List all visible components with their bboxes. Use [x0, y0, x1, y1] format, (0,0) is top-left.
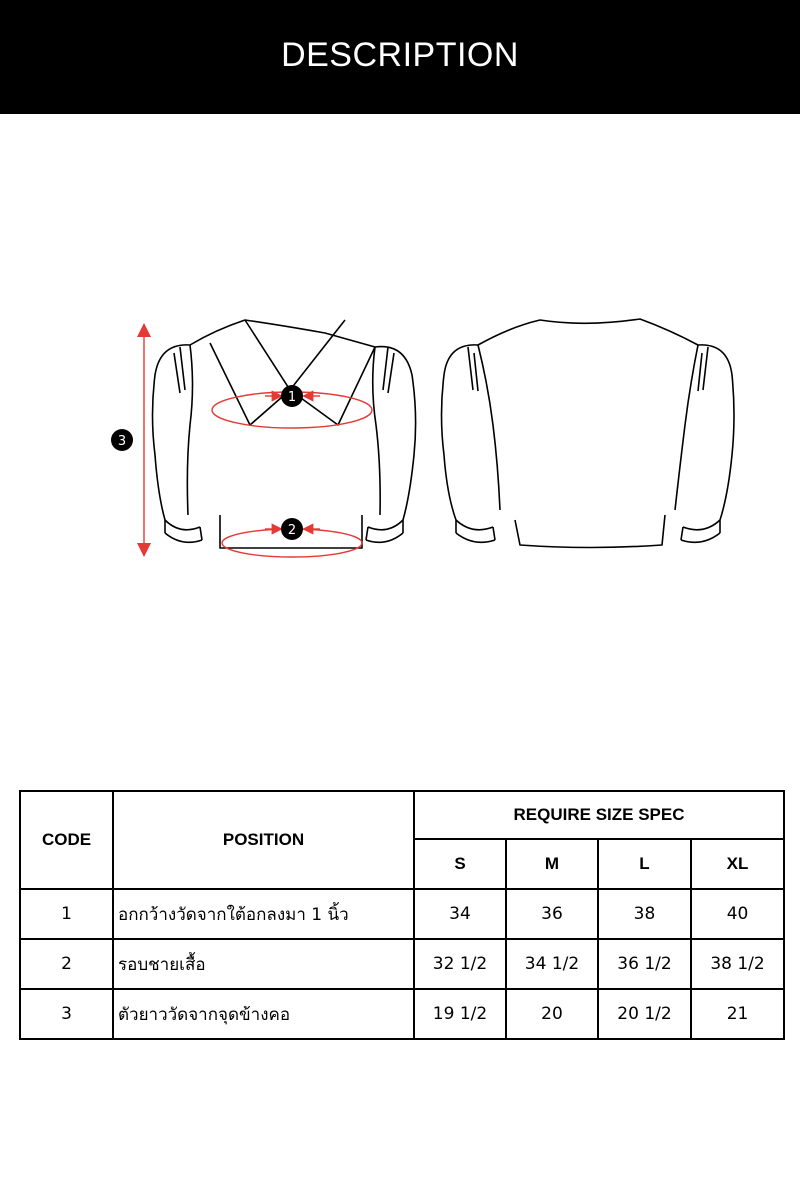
spec-header: REQUIRE SIZE SPEC — [414, 791, 784, 839]
row-code: 3 — [20, 989, 113, 1039]
position-header: POSITION — [113, 791, 414, 889]
row-position: รอบชายเสื้อ — [113, 939, 414, 989]
table-row — [20, 989, 784, 1039]
row-value-l: 38 — [598, 889, 691, 939]
size-header-s: S — [414, 839, 506, 889]
row-value-xl: 38 1/2 — [691, 939, 784, 989]
row-value-l: 36 1/2 — [598, 939, 691, 989]
row-code: 2 — [20, 939, 113, 989]
description-header — [0, 0, 800, 114]
code-header: CODE — [20, 791, 113, 889]
svg-text:2: 2 — [287, 523, 297, 538]
size-spec-table — [19, 790, 785, 1040]
svg-text:1: 1 — [287, 390, 297, 405]
row-value-m: 20 — [506, 989, 598, 1039]
size-header-xl: XL — [691, 839, 784, 889]
row-position: ตัวยาววัดจากจุดข้างคอ — [113, 989, 414, 1039]
row-value-s: 34 — [414, 889, 506, 939]
page-title: DESCRIPTION — [281, 35, 519, 74]
row-position: อกกว้างวัดจากใต้อกลงมา 1 นิ้ว — [113, 889, 414, 939]
marker-1 — [281, 385, 303, 407]
row-value-m: 34 1/2 — [506, 939, 598, 989]
garment-measurement-diagram — [100, 305, 740, 570]
length-arrow — [137, 323, 151, 557]
table-row — [20, 939, 784, 989]
back-garment — [442, 319, 735, 548]
marker-2 — [281, 518, 303, 540]
row-code: 1 — [20, 889, 113, 939]
table-row — [20, 889, 784, 939]
size-header-l: L — [598, 839, 691, 889]
front-garment — [153, 320, 416, 548]
row-value-l: 20 1/2 — [598, 989, 691, 1039]
row-value-s: 19 1/2 — [414, 989, 506, 1039]
row-value-xl: 40 — [691, 889, 784, 939]
row-value-xl: 21 — [691, 989, 784, 1039]
marker-3 — [111, 429, 133, 451]
row-value-s: 32 1/2 — [414, 939, 506, 989]
svg-text:3: 3 — [117, 434, 127, 449]
row-value-m: 36 — [506, 889, 598, 939]
size-header-m: M — [506, 839, 598, 889]
